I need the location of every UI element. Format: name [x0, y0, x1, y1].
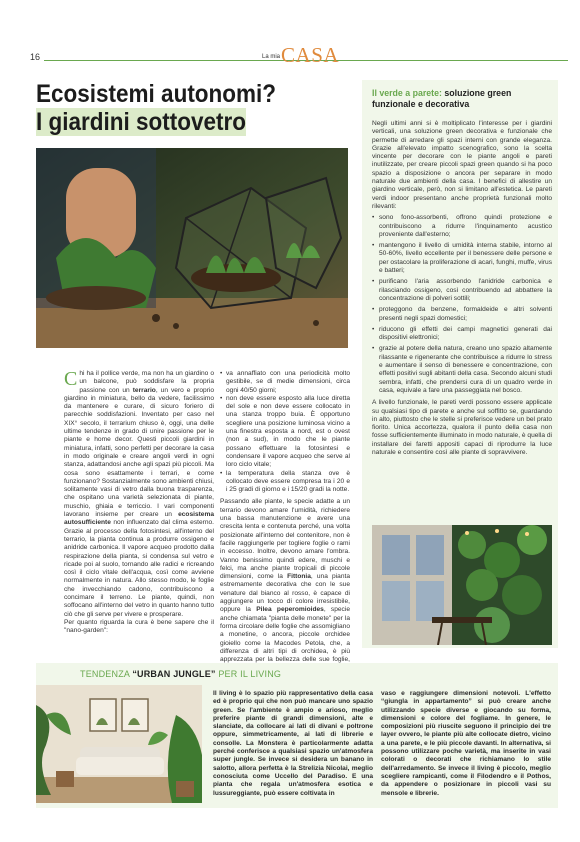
- living-room-illustration: [36, 685, 202, 803]
- col1-text-c: , un vero e proprio giardino in miniatura, bello da vedere, facilissimo da mantenere e curare, di sicuro foriero di parecchie soddisfazioni. Inventato per caso nel XIX° secolo, il terrarium chiuso è, oggi, una delle ultime tendenze in grado di unire passione per le piante e home decor. Questi piccoli giardini in miniatura, infatti, sono perfetti per decorare la casa in modo originale e creare angoli verdi in ogni stanza, adattandosi anche agli spazi più piccoli. Ma cosa sono esattamente i terrari, e come funzionano? Sostanzialmente sono ambienti chiusi, solitamente vasi di vetro dalla buona trasparenza, che ospitano una varietà selezionata di piante, muschio, ghiaia e terriccio. I vari componenti lavorano insieme per creare un: [64, 386, 215, 519]
- col2-text-a: Passando alle piante, le specie adatte a un terrario devono amare l'umidità, richiedere una bassa manutenzione e avere una crescita lenta e contenuta perché, una volta posizionate all'interno del contenitore, non è facile raggiungerle per togliere foglie o rami in eccesso. Inoltre, devono amare l'ombra. Vanno benissimo quindi edere, muschi e felci, ma anche piante tropicali di piccole dimensioni, come la: [220, 498, 350, 581]
- trend-head-suffix: PER IL LIVING: [215, 669, 282, 679]
- terrarium-illustration: [36, 148, 348, 348]
- sidebar-benefit-item: • riducono gli effetti dei campi magnetici generati dai dispositivi elettronici;: [372, 326, 552, 343]
- urban-jungle-column-2: vaso e raggiungere dimensioni notevoli. L'effetto “giungla in appartamento” si può creare anche utilizzando specie diverse e giocando su forma, dimensioni e colore del fogliame. In genere, le composizioni più riuscite seguono il principio dei tre layer ovvero, le piante più alte collocate dietro, vicino a una parete, e le più piccole davanti. In alternativa, si possono utilizzare poche varietà, ma inserite in vasi colorati o decorati che richiamano lo stile dell'arredamento. Se invece il living è piccolo, meglio scegliere rampicanti, come il Filodendro e il Pothos, da appendere o posizionare in piccoli vasi su mensole e librerie.: [381, 690, 551, 797]
- sidebar-body: [372, 120, 552, 457]
- living-room-photo: [36, 685, 202, 803]
- col2-text-c: , una pianta estremamente decorativa che con le sue venature dal bianco al rosso, è capace di aggiungere un tocco di colore irresistibile, oppure la: [220, 573, 350, 614]
- col1-text-a: hi ha il pollice verde, ma non ha un giardino o un balcone, può soddisfare la propria passione con un: [79, 370, 214, 394]
- sidebar-benefits-list: [372, 214, 552, 395]
- urban-jungle-heading: [80, 669, 281, 679]
- page-number: 16: [30, 52, 41, 62]
- sidebar-benefit-item: • grazie al potere della natura, creano uno spazio altamente rilassante e rigenerante che contribuisce a ridurre lo stress e aumentare il senso di benessere e concentrazione, con effetti positivi sugli abitanti della casa. Secondo alcuni studi sembra, infatti, che prendersi cura di un quadro verde in casa, equivale a fare una passeggiata nel bosco.: [372, 345, 552, 395]
- urban-jungle-column-1: Il living è lo spazio più rappresentativo della casa ed è proprio qui che non può mancare uno spazio green. Se l'ambiente è ampio e arioso, meglio preferire piante di grandi dimensioni, alte e slanciate, da collocare ai lati di divani e poltrone oppure, simmetricamente, ai lati di librerie e consolle. La Monstera è particolarmente adatta perché conferisce a qualsiasi spazio un'atmosfera super jungle. Se invece si desidera un banano in salotto, allora perfetta è la Strelizia Nicolai, meglio conosciuta come Uccello del Paradiso. E una pianta che regala un'atmosfera esotica e lussureggiante, può essere coltivata in: [213, 690, 373, 797]
- sidebar-intro: Negli ultimi anni si è moltiplicato l'interesse per i giardini verticali, una soluzione green decorativa e funzionale che permette di arredare gli spazi interni con grande eleganza. Grazie all'elevato impatto scenografico, sono la scelta vincente per decorare con le piante angoli e pareti inutilizzate, per creare piccoli spazi green quando si ha poco spazio a disposizione o ancora per separare in modo naturale due ambienti della casa. I benefici di allestire un giardino verticale, però, non si limitano all'estetica. Le pareti verdi indoor presentano anche proprietà funzionali molto rilevanti:: [372, 120, 552, 210]
- logo-small-text: La mia: [262, 54, 281, 60]
- col2-text-e: , specie anche chiamata "pianta delle monete" per la forma circolare delle foglie che assomigliano a monetine, o ancora, piccole orchidee gioiello come la Macodes Petola, che, a differenza di altri tipi di orchidea, è più apprezzata per la bellezza delle sue foglie,: [220, 606, 350, 664]
- trend-head-bold: “URBAN JUNGLE”: [132, 669, 216, 679]
- article-title-line2: I giardini sottovetro: [36, 108, 247, 136]
- sidebar-closing: A livello funzionale, le pareti verdi possono essere applicate su qualsiasi tipo di parete e anche sul soffitto se, guardando in alto, piuttosto che le stelle si preferisce vedere un bel prato fiorito. Unica accortezza, qualora il punto della casa non fosse sufficientemente illuminato in modo naturale, è quella di installare dei faretti appositi capaci di riprodurre la luce naturale e consentire così alle piante di sopravvivere.: [372, 399, 552, 456]
- col1-text-e: non influenzato dal clima esterno. Grazie al processo della fotosintesi, all'interno del terrario, la pianta continua a produrre ossigeno e anidride carbonica. Il vapore acqueo prodotto dalla respirazione della pianta, si condensa sul vetro e ricade poi al suolo, tornando alle radici e ricreando così il ciclo vitale dell'acqua, così come avviene normalmente in natura. Allo stesso modo, le foglie che invecchiando cadono, contribuiscono a concimare il terreno. Le piante, quindi, non soffocano all'interno del vetro in quanto hanno tutto ciò che gli serve per vivere e prosperare.: [64, 519, 214, 618]
- sidebar-benefit-item: • sono fono-assorbenti, offrono quindi protezione e contribuiscono a ridurre l'inquinamento acustico proveniente dall'esterno;: [372, 214, 552, 239]
- sidebar-benefit-item: • purificano l'aria assorbendo l'anidride carbonica e rilasciando ossigeno, così contribuendo ad abbattere la concentrazione di polveri sottili;: [372, 278, 552, 303]
- col1-text-d: ecosistema autosufficiente: [64, 511, 214, 527]
- plants-paragraph: [220, 498, 350, 672]
- care-list: [220, 370, 350, 494]
- col1-text-b: terrario: [132, 386, 156, 394]
- sidebar-title: [372, 88, 552, 109]
- article-column-1: [64, 370, 214, 636]
- sidebar-benefit-item: • mantengono il livello di umidità interna stabile, intorno al 50-60%, livello eccellente per il benessere delle persone e per ostacolare la proliferazione di acari, funghi, muffe, virus e batteri;: [372, 242, 552, 275]
- logo-big-text: CASA: [281, 43, 340, 67]
- col2-text-d: Pilea peperomioides: [256, 606, 324, 614]
- sidebar-title-rest: soluzione green funzionale e decorativa: [372, 88, 512, 109]
- col1-paragraph-2: Per quanto riguarda la cura è bene sapere che il "nano-garden":: [64, 618, 214, 635]
- sidebar-title-accent: Il verde a parete:: [372, 88, 442, 98]
- care-list-item: • va annaffiato con una periodicità molto gestibile, se di medie dimensioni, circa ogni 40/50 giorni;: [220, 370, 350, 395]
- sidebar-benefit-item: • proteggono da benzene, formaldeide e altri solventi presenti negli spazi domestici;: [372, 306, 552, 323]
- article-title-line1: Ecosistemi autonomi?: [36, 80, 277, 108]
- article-column-2: [220, 370, 350, 673]
- col2-text-b: Fittonia: [287, 573, 311, 581]
- green-wall-illustration: [372, 525, 552, 645]
- green-wall-photo: [372, 525, 552, 645]
- trend-head-prefix: TENDENZA: [80, 669, 133, 679]
- magazine-logo: [262, 42, 339, 66]
- drop-cap: C: [64, 368, 78, 390]
- care-list-item: • la temperatura della stanza ove è collocato deve essere compresa tra i 20 e i 25 gradi di giorno e i 15/20 gradi la notte.: [220, 470, 350, 495]
- care-list-item: • non deve essere esposto alla luce diretta del sole e non deve essere collocato in una stanza troppo buia. È opportuno scegliere una posizione luminosa vicino a una finestra esposta a nord, est o ovest (non a sud), in modo che le piante possano effettuare la fotosintesi e condensare il vapore acqueo che serve al loro ciclo vitale;: [220, 395, 350, 470]
- terrarium-photo: [36, 148, 348, 348]
